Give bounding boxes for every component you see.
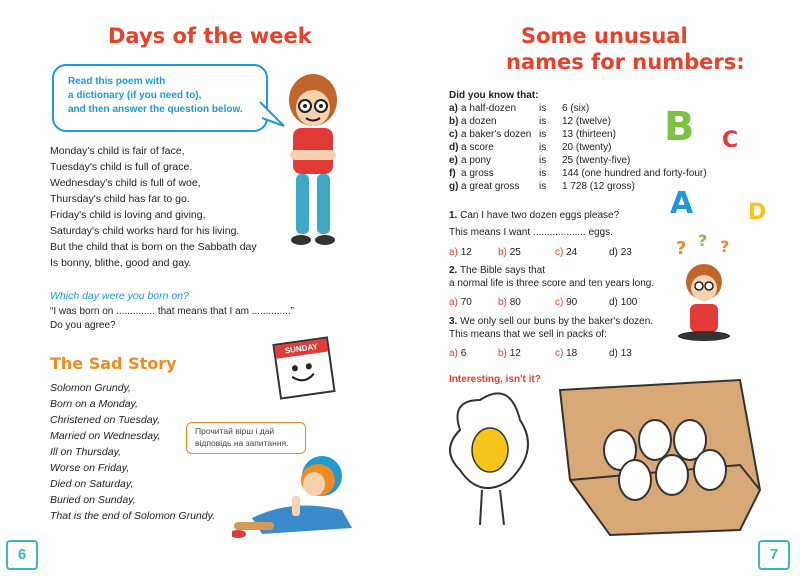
opt-value: 18	[566, 348, 578, 359]
row-value: 25 (twenty-five)	[562, 155, 631, 166]
right-page-number: 7	[758, 540, 790, 570]
q3-number: 3.	[449, 316, 458, 327]
row-is: is	[539, 155, 547, 166]
poem-line: Saturday's child works hard for his living.	[50, 225, 240, 237]
sad-line: That is the end of Solomon Grundy.	[50, 510, 215, 522]
opt-letter: a)	[449, 247, 458, 258]
calendar-illustration	[272, 336, 335, 399]
q3-option-a[interactable]	[449, 348, 466, 359]
calendar-label: SUNDAY	[275, 339, 328, 359]
q3-text-2: This means that we sell in packs of:	[449, 329, 607, 340]
opt-letter: c)	[555, 297, 564, 308]
sad-line: Christened on Tuesday,	[50, 414, 160, 426]
svg-text:?: ?	[698, 232, 708, 250]
poem-line: Monday's child is fair of face,	[50, 145, 185, 157]
row-is: is	[539, 116, 547, 127]
q2-option-c[interactable]	[555, 297, 577, 308]
left-page-number: 6	[6, 540, 38, 570]
smiley-icon	[276, 352, 328, 392]
row-value: 6 (six)	[562, 103, 590, 114]
bubble-line-1: Read this poem with	[68, 76, 166, 87]
q3-option-b[interactable]	[498, 348, 521, 359]
q3-text-1: We only sell our buns by the baker's dozen.	[460, 316, 654, 327]
agree-question: Do you agree?	[50, 320, 116, 331]
q2-option-a[interactable]	[449, 297, 472, 308]
q2-text-1: The Bible says that	[459, 265, 545, 276]
right-page-title-line-2: names for numbers:	[506, 50, 745, 74]
q2-option-d[interactable]	[609, 297, 637, 308]
row-letter: f)	[449, 168, 456, 179]
left-page-title: Days of the week	[108, 24, 312, 48]
opt-letter: b)	[498, 247, 507, 258]
row-letter: a)	[449, 103, 458, 114]
row-letter: b)	[449, 116, 459, 127]
sad-line: Married on Wednesday,	[50, 430, 161, 442]
opt-value: 100	[620, 297, 638, 308]
sad-line: Solomon Grundy,	[50, 382, 131, 394]
thinking-boy-illustration	[672, 232, 742, 342]
row-value: 144 (one hundred and forty-four)	[562, 168, 707, 179]
opt-value: 24	[566, 247, 578, 258]
row-name: a half-dozen	[461, 103, 517, 114]
opt-letter: b)	[498, 297, 507, 308]
sad-story-title: The Sad Story	[50, 354, 177, 373]
row-value: 1 728 (12 gross)	[562, 181, 635, 192]
row-value: 20 (twenty)	[562, 142, 612, 153]
sad-line: Ill on Thursday,	[50, 446, 122, 458]
q1-option-a[interactable]	[449, 247, 472, 258]
birthday-question: Which day were you born on?	[50, 290, 189, 302]
q2-number: 2.	[449, 265, 458, 276]
ua-bubble-line-2: відповідь на запитання.	[195, 438, 289, 448]
did-you-know: Did you know that:	[449, 90, 539, 101]
q1-text: Can I have two dozen eggs please?	[460, 210, 620, 221]
q1-number: 1.	[449, 210, 458, 221]
bubble-line-2: a dictionary (if you need to),	[68, 90, 202, 101]
q1-option-b[interactable]	[498, 247, 521, 258]
q1-means: This means I want ................... eggs.	[449, 227, 613, 238]
row-name: a baker's dozen	[461, 129, 532, 140]
sad-line: Buried on Sunday,	[50, 494, 136, 506]
row-is: is	[539, 181, 547, 192]
opt-letter: c)	[555, 247, 564, 258]
poem-line: Thursday's child has far to go.	[50, 193, 190, 205]
question-1	[449, 210, 619, 221]
row-is: is	[539, 129, 547, 140]
row-letter: e)	[449, 155, 458, 166]
row-name: a pony	[461, 155, 492, 166]
row-is: is	[539, 142, 547, 153]
eggs-illustration	[440, 370, 770, 540]
opt-value: 70	[460, 297, 472, 308]
bubble-line-3: and then answer the question below.	[68, 104, 243, 115]
row-is: is	[539, 103, 547, 114]
opt-letter: b)	[498, 348, 507, 359]
row-name: a score	[461, 142, 494, 153]
row-name: a gross	[461, 168, 494, 179]
q1-option-c[interactable]	[555, 247, 577, 258]
letter-b-character: B	[664, 104, 695, 150]
poem-line: Tuesday's child is full of grace.	[50, 161, 193, 173]
sad-line: Worse on Friday,	[50, 462, 130, 474]
q3-option-d[interactable]	[609, 348, 632, 359]
opt-value: 80	[509, 297, 521, 308]
opt-letter: d)	[609, 348, 618, 359]
q1-option-d[interactable]	[609, 247, 632, 258]
opt-letter: c)	[555, 348, 564, 359]
row-name: a dozen	[461, 116, 497, 127]
poem-line: But the child that is born on the Sabbath day	[50, 241, 257, 253]
girl-illustration	[232, 448, 382, 544]
opt-letter: d)	[609, 247, 618, 258]
svg-text:?: ?	[720, 237, 730, 256]
opt-value: 12	[460, 247, 472, 258]
q3-option-c[interactable]	[555, 348, 577, 359]
row-value: 12 (twelve)	[562, 116, 611, 127]
opt-value: 23	[620, 247, 632, 258]
letter-c-character: C	[722, 128, 739, 153]
row-value: 13 (thirteen)	[562, 129, 616, 140]
question-3-line-1	[449, 316, 653, 327]
sad-line: Died on Saturday,	[50, 478, 134, 490]
q2-option-b[interactable]	[498, 297, 521, 308]
row-letter: c)	[449, 129, 458, 140]
poem-line: Is bonny, blithe, good and gay.	[50, 257, 192, 269]
opt-value: 25	[509, 247, 521, 258]
ua-bubble-line-1: Прочитай вірш і дай	[195, 426, 275, 436]
opt-letter: d)	[609, 297, 618, 308]
letter-d-character: D	[748, 200, 767, 225]
sad-line: Born on a Monday,	[50, 398, 138, 410]
row-letter: d)	[449, 142, 459, 153]
poem-line: Wednesday's child is full of woe,	[50, 177, 201, 189]
question-2-line-1	[449, 265, 545, 276]
row-name: a great gross	[461, 181, 520, 192]
opt-value: 90	[566, 297, 578, 308]
answer-line: “I was born on .............. that means that I am ..............”	[50, 306, 294, 317]
interesting-note: Interesting, isn't it?	[449, 374, 541, 385]
row-is: is	[539, 168, 547, 179]
opt-letter: a)	[449, 348, 458, 359]
svg-text:?: ?	[676, 238, 687, 259]
opt-value: 12	[509, 348, 521, 359]
opt-value: 13	[620, 348, 632, 359]
letter-a-character: A	[670, 186, 694, 221]
poem-line: Friday's child is loving and giving,	[50, 209, 206, 221]
row-letter: g)	[449, 181, 459, 192]
opt-value: 6	[460, 348, 467, 359]
opt-letter: a)	[449, 297, 458, 308]
instruction-bubble	[52, 64, 268, 132]
q2-text-2: a normal life is three score and ten years long.	[449, 278, 655, 289]
right-page-title-line-1: Some unusual	[521, 24, 688, 48]
boy-illustration	[268, 70, 358, 260]
